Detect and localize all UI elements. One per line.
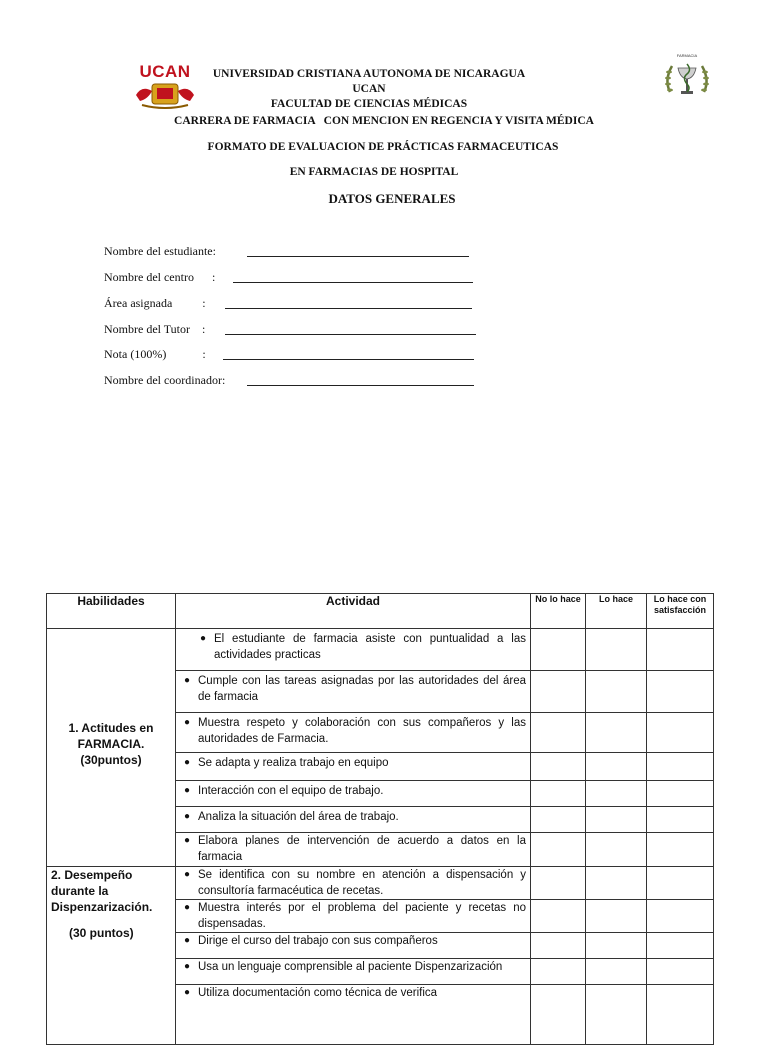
activity-text: El estudiante de farmacia asiste con puntualidad a las actividades practicas — [214, 633, 526, 661]
check-lo-hace[interactable] — [586, 713, 647, 753]
grade-line[interactable] — [223, 359, 474, 360]
skill-group-2 — [47, 867, 176, 1045]
check-no-lo-hace[interactable] — [531, 900, 586, 933]
check-lo-hace-satisfaccion[interactable] — [647, 781, 714, 807]
check-no-lo-hace[interactable] — [531, 807, 586, 833]
check-lo-hace[interactable] — [586, 833, 647, 867]
activity-text: Se adapta y realiza trabajo en equipo — [198, 757, 389, 769]
check-lo-hace[interactable] — [586, 985, 647, 1045]
faculty-name: FACULTAD DE CIENCIAS MÉDICAS — [270, 98, 468, 110]
check-lo-hace-satisfaccion[interactable] — [647, 671, 714, 713]
check-no-lo-hace[interactable] — [531, 781, 586, 807]
check-no-lo-hace[interactable] — [531, 933, 586, 959]
header-habilidades: Habilidades — [47, 594, 176, 629]
university-acronym: UCAN — [352, 83, 386, 95]
assigned-area-label: Área asignada : — [104, 296, 206, 310]
check-lo-hace-satisfaccion[interactable] — [647, 753, 714, 781]
student-name-line[interactable] — [247, 256, 469, 257]
check-lo-hace-satisfaccion[interactable] — [647, 985, 714, 1045]
activity-text: Dirige el curso del trabajo con sus compañeros — [198, 935, 438, 947]
center-name-line[interactable] — [233, 282, 473, 283]
check-lo-hace[interactable] — [586, 753, 647, 781]
check-no-lo-hace[interactable] — [531, 833, 586, 867]
check-lo-hace[interactable] — [586, 867, 647, 900]
check-lo-hace[interactable] — [586, 629, 647, 671]
activity-text: Cumple con las tareas asignadas por las autoridades del área de farmacia — [198, 675, 526, 703]
activity-text: Se identifica con su nombre en atención a dispensación y consultoría farmacéutica de recetas. — [198, 869, 526, 897]
career-name: CARRERA DE FARMACIA CON MENCION EN REGENCIA Y VISITA MÉDICA — [174, 115, 594, 127]
ucan-logo-text: UCAN — [139, 62, 191, 81]
check-lo-hace-satisfaccion[interactable] — [647, 867, 714, 900]
activity-cell: ● Elabora planes de intervención de acuerdo a datos en la farmacia — [176, 833, 531, 867]
check-lo-hace-satisfaccion[interactable] — [647, 713, 714, 753]
activity-cell: ● Cumple con las tareas asignadas por las autoridades del área de farmacia — [176, 671, 531, 713]
check-lo-hace-satisfaccion[interactable] — [647, 807, 714, 833]
tutor-name-label: Nombre del Tutor : — [104, 322, 206, 336]
header-lo-hace-satisfaccion: Lo hace con satisfacción — [647, 594, 714, 629]
check-lo-hace-satisfaccion[interactable] — [647, 900, 714, 933]
activity-text: Muestra respeto y colaboración con sus compañeros y las autoridades de Farmacia. — [198, 717, 526, 745]
activity-text: Analiza la situación del área de trabajo. — [198, 811, 399, 823]
svg-text:FARMACIA: FARMACIA — [676, 53, 698, 58]
activity-text: Usa un lenguaje comprensible al paciente Dispenzarización — [198, 961, 503, 973]
check-lo-hace-satisfaccion[interactable] — [647, 629, 714, 671]
activity-cell: ● Usa un lenguaje comprensible al paciente Dispenzarización — [176, 959, 531, 985]
check-lo-hace[interactable] — [586, 781, 647, 807]
check-lo-hace-satisfaccion[interactable] — [647, 959, 714, 985]
activity-cell: ● Dirige el curso del trabajo con sus compañeros — [176, 933, 531, 959]
activity-cell: ● Se identifica con su nombre en atención a dispensación y consultoría farmacéutica de recetas. — [176, 867, 531, 900]
activity-text: Interacción con el equipo de trabajo. — [198, 785, 384, 797]
activity-cell: ● Se adapta y realiza trabajo en equipo — [176, 753, 531, 781]
university-name: UNIVERSIDAD CRISTIANA AUTONOMA DE NICARAGUA — [212, 68, 526, 80]
student-name-label: Nombre del estudiante: — [104, 244, 216, 258]
table-header-row — [47, 594, 714, 629]
table-row — [47, 867, 714, 900]
check-lo-hace-satisfaccion[interactable] — [647, 933, 714, 959]
activity-text: Utiliza documentación como técnica de verifica — [198, 987, 438, 999]
check-lo-hace[interactable] — [586, 900, 647, 933]
check-lo-hace[interactable] — [586, 807, 647, 833]
check-lo-hace[interactable] — [586, 933, 647, 959]
activity-cell: ● Analiza la situación del área de trabajo. — [176, 807, 531, 833]
check-lo-hace-satisfaccion[interactable] — [647, 833, 714, 867]
assigned-area-line[interactable] — [225, 308, 472, 309]
coordinator-name-line[interactable] — [247, 385, 474, 386]
skill-group-2-points: (30 puntos) — [69, 926, 134, 940]
check-no-lo-hace[interactable] — [531, 713, 586, 753]
check-no-lo-hace[interactable] — [531, 867, 586, 900]
header-lo-hace: Lo hace — [586, 594, 647, 629]
section-title: DATOS GENERALES — [328, 191, 456, 206]
check-lo-hace[interactable] — [586, 959, 647, 985]
check-no-lo-hace[interactable] — [531, 959, 586, 985]
skill-group-1-points: (30puntos) — [80, 752, 142, 767]
activity-text: Elabora planes de intervención de acuerdo a datos en la farmacia — [198, 835, 526, 863]
skill-group-1-title: 1. Actitudes en FARMACIA. — [68, 720, 154, 751]
activity-cell: ● Interacción con el equipo de trabajo. — [176, 781, 531, 807]
format-title: FORMATO DE EVALUACION DE PRÁCTICAS FARMACEUTICAS — [207, 141, 559, 153]
activity-cell: ● Muestra interés por el problema del paciente y recetas no dispensadas. — [176, 900, 531, 933]
activity-cell: ● Muestra respeto y colaboración con sus compañeros y las autoridades de Farmacia. — [176, 713, 531, 753]
grade-label: Nota (100%) : — [104, 347, 206, 361]
activity-text: Muestra interés por el problema del paciente y recetas no dispensadas. — [198, 902, 526, 930]
evaluation-table — [46, 593, 714, 1045]
header-actividad: Actividad — [176, 594, 531, 629]
skill-group-2-title: 2. Desempeño durante la Dispenzarización. — [51, 868, 153, 914]
center-name-label: Nombre del centro : — [104, 270, 216, 284]
skill-group-1 — [47, 629, 176, 867]
activity-cell: ● Utiliza documentación como técnica de verifica — [176, 985, 531, 1045]
format-subtitle: EN FARMACIAS DE HOSPITAL — [289, 166, 459, 178]
activity-cell: ● El estudiante de farmacia asiste con puntualidad a las actividades practicas — [176, 629, 531, 671]
check-no-lo-hace[interactable] — [531, 629, 586, 671]
header-no-lo-hace: No lo hace — [531, 594, 586, 629]
tutor-name-line[interactable] — [225, 334, 476, 335]
check-no-lo-hace[interactable] — [531, 671, 586, 713]
check-no-lo-hace[interactable] — [531, 985, 586, 1045]
check-lo-hace[interactable] — [586, 671, 647, 713]
check-no-lo-hace[interactable] — [531, 753, 586, 781]
coordinator-name-label: Nombre del coordinador: — [104, 373, 226, 387]
table-row — [47, 629, 714, 671]
